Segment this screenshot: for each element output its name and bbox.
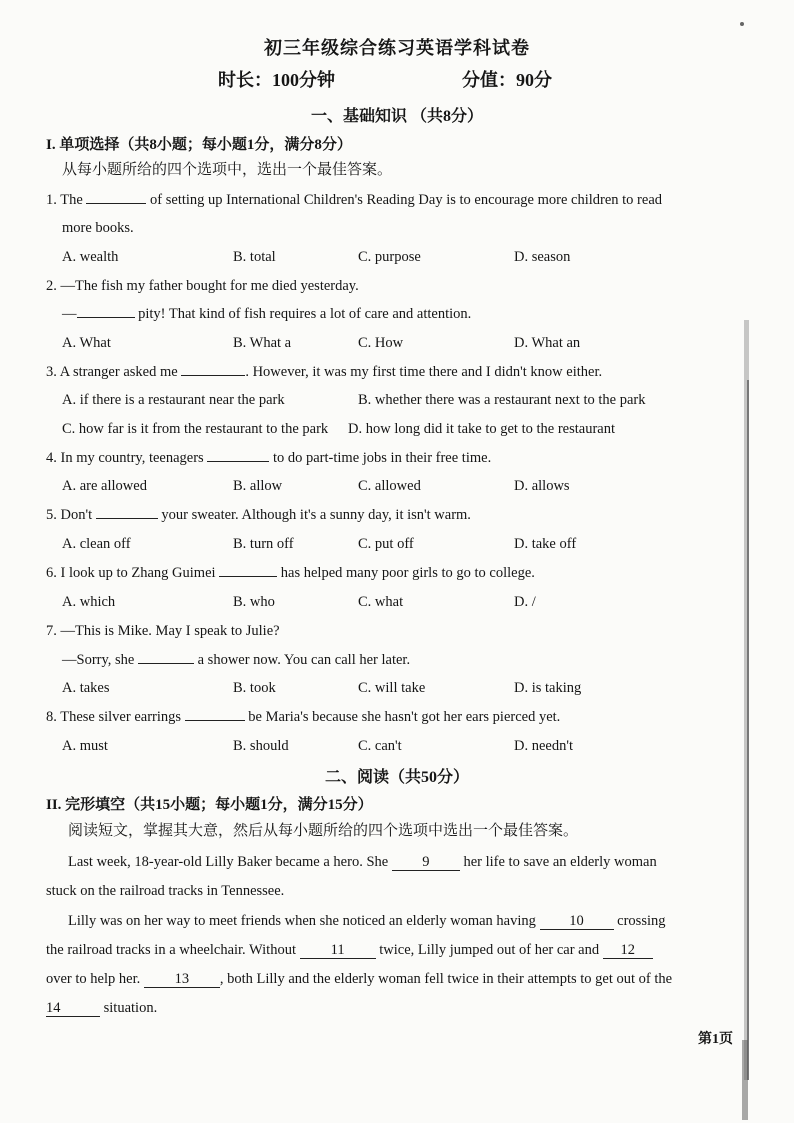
passage-text: twice, Lilly jumped out of her car and <box>375 942 603 958</box>
stem-text: 3. A stranger asked me <box>46 364 182 380</box>
passage-text: Last week, 18-year-old Lilly Baker became a hero. She <box>68 854 392 870</box>
passage-text: , both Lilly and the elderly woman fell twice in their attempts to get out of the <box>219 971 673 987</box>
score-label: 分值：90分 <box>462 70 552 90</box>
answer-blank <box>185 720 245 721</box>
option-a: A. clean off <box>62 536 131 552</box>
passage-text: over to help her. <box>46 971 144 987</box>
question-5-stem <box>46 505 471 525</box>
option-b: B. should <box>233 738 289 754</box>
stem-text: . However, it was my first time there and I didn't know either. <box>245 364 603 380</box>
option-c: C. can't <box>358 738 402 754</box>
question-8-stem <box>46 707 560 727</box>
stem-text: your sweater. Although it's a sunny day, it isn't warm. <box>157 507 471 523</box>
part-two-instruction: 阅读短文，掌握其大意，然后从每小题所给的四个选项中选出一个最佳答案。 <box>68 823 579 839</box>
option-d: D. take off <box>514 536 577 552</box>
part-one-heading: I. 单项选择（共8小题；每小题1分，满分8分） <box>46 137 352 153</box>
option-c: C. what <box>358 594 404 610</box>
answer-blank <box>77 317 135 318</box>
question-1-stem <box>46 190 662 210</box>
stem-text: 1. The <box>46 192 87 208</box>
option-b: B. allow <box>233 478 283 494</box>
passage-line <box>46 969 672 989</box>
option-d: D. is taking <box>514 680 582 696</box>
option-a: A. must <box>62 738 108 754</box>
answer-blank <box>207 461 269 462</box>
question-2-stem: 2. —The fish my father bought for me died yesterday. <box>46 278 359 294</box>
question-3-stem <box>46 362 602 382</box>
stem-text: 8. These silver earrings <box>46 709 185 725</box>
question-6-stem <box>46 563 535 583</box>
cloze-blank-10: 10 <box>540 913 614 930</box>
cloze-blank-14: 14 <box>46 1000 100 1017</box>
answer-blank <box>138 663 194 664</box>
stem-text: has helped many poor girls to go to college. <box>277 565 535 581</box>
option-b: B. who <box>233 594 275 610</box>
passage-line <box>68 852 657 872</box>
option-d: D. allows <box>514 478 570 494</box>
scan-edge <box>734 0 794 1123</box>
cloze-blank-9: 9 <box>392 854 460 871</box>
answer-blank <box>86 203 146 204</box>
passage-line <box>46 940 653 960</box>
duration-label: 时长：100分钟 <box>218 70 335 90</box>
option-b: B. What a <box>233 335 292 351</box>
stem-text: 6. I look up to Zhang Guimei <box>46 565 220 581</box>
stem-text: — <box>62 306 77 322</box>
option-c: C. put off <box>358 536 414 552</box>
question-7-stem-cont <box>62 650 410 670</box>
option-c: C. allowed <box>358 478 421 494</box>
part-two-heading: II. 完形填空（共15小题；每小题1分，满分15分） <box>46 797 373 813</box>
stem-text: be Maria's because she hasn't got her ears pierced yet. <box>244 709 561 725</box>
option-c: C. purpose <box>358 249 421 265</box>
option-b: B. total <box>233 249 276 265</box>
option-d: D. / <box>514 594 536 610</box>
stem-text: —Sorry, she <box>62 652 138 668</box>
section-one-heading: 一、基础知识 （共8分） <box>310 108 483 125</box>
passage-text: Lilly was on her way to meet friends when she noticed an elderly woman having <box>68 913 540 929</box>
passage-line <box>46 998 157 1018</box>
option-b: B. took <box>233 680 276 696</box>
part-one-instruction: 从每小题所给的四个选项中，选出一个最佳答案。 <box>62 162 393 178</box>
exam-title: 初三年级综合练习英语学科试卷 <box>264 38 530 58</box>
question-1-stem-cont: more books. <box>62 220 134 236</box>
option-d: D. how long did it take to get to the restaurant <box>348 421 615 437</box>
answer-blank <box>96 518 158 519</box>
option-a: A. What <box>62 335 111 351</box>
option-b: B. turn off <box>233 536 294 552</box>
stem-text: 4. In my country, teenagers <box>46 450 208 466</box>
option-d: D. needn't <box>514 738 573 754</box>
option-c: C. how far is it from the restaurant to the park <box>62 421 329 437</box>
option-c: C. How <box>358 335 404 351</box>
passage-line: stuck on the railroad tracks in Tennessee. <box>46 883 285 899</box>
option-c: C. will take <box>358 680 426 696</box>
option-a: A. which <box>62 594 116 610</box>
passage-text: crossing <box>613 913 666 929</box>
passage-text: the railroad tracks in a wheelchair. Without <box>46 942 300 958</box>
option-a: A. if there is a restaurant near the park <box>62 392 285 408</box>
stem-text: of setting up International Children's Reading Day is to encourage more children to read <box>146 192 663 208</box>
option-a: A. are allowed <box>62 478 147 494</box>
cloze-blank-12: 12 <box>603 942 653 959</box>
passage-line <box>68 911 666 931</box>
question-7-stem: 7. —This is Mike. May I speak to Julie? <box>46 623 280 639</box>
option-d: D. season <box>514 249 571 265</box>
option-b: B. whether there was a restaurant next to the park <box>358 392 646 408</box>
answer-blank <box>181 375 245 376</box>
stem-text: 5. Don't <box>46 507 96 523</box>
cloze-blank-11: 11 <box>300 942 376 959</box>
passage-text: situation. <box>100 1000 158 1016</box>
stem-text: pity! That kind of fish requires a lot of care and attention. <box>134 306 472 322</box>
question-2-stem-cont <box>62 304 471 324</box>
section-two-heading: 二、阅读（共50分） <box>324 769 469 786</box>
option-a: A. wealth <box>62 249 119 265</box>
cloze-blank-13: 13 <box>144 971 220 988</box>
stem-text: to do part-time jobs in their free time. <box>269 450 492 466</box>
passage-text: her life to save an elderly woman <box>459 854 657 870</box>
question-4-stem <box>46 448 491 468</box>
page-number: 第1页 <box>698 1032 733 1047</box>
stem-text: a shower now. You can call her later. <box>193 652 411 668</box>
option-a: A. takes <box>62 680 110 696</box>
option-d: D. What an <box>514 335 581 351</box>
answer-blank <box>219 576 277 577</box>
